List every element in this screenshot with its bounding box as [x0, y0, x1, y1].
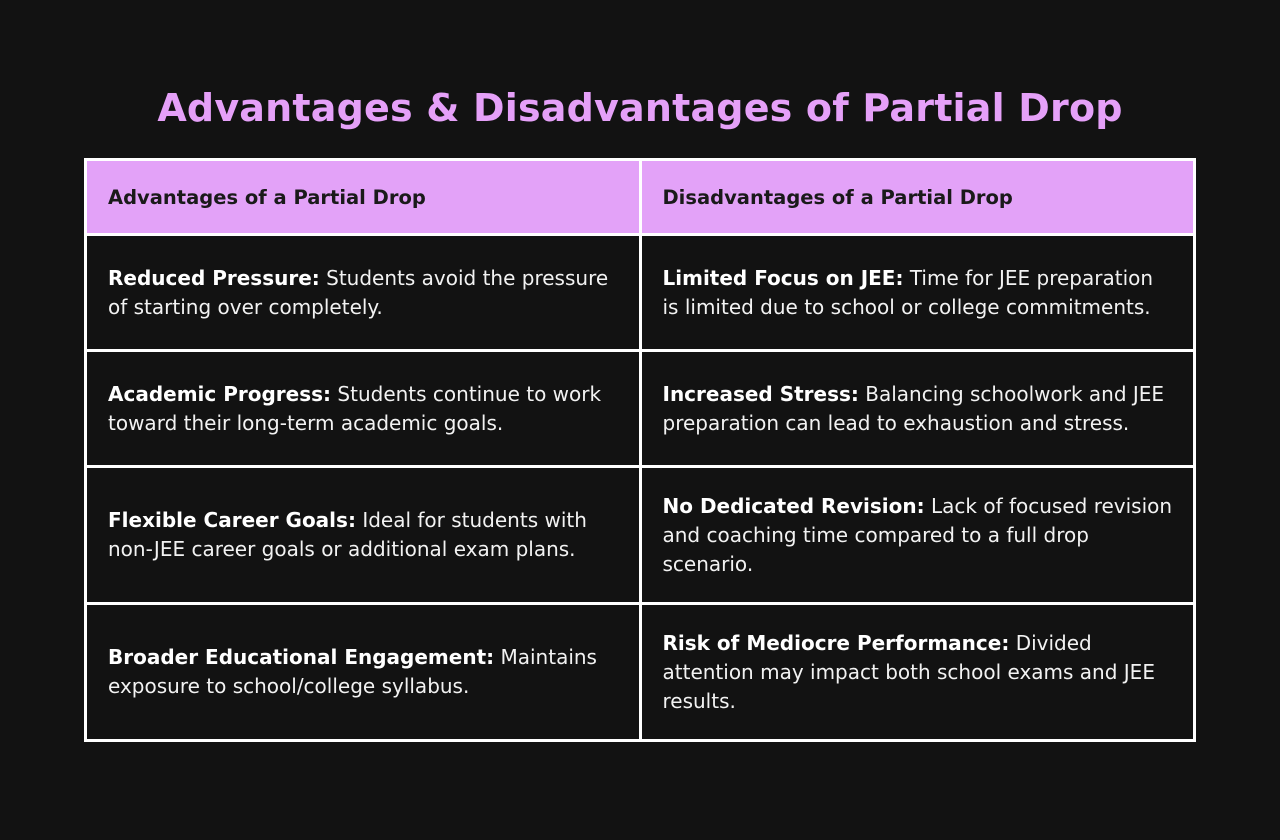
header-disadvantages: Disadvantages of a Partial Drop	[640, 160, 1195, 235]
table-row	[86, 467, 1195, 604]
table-row	[86, 604, 1195, 741]
cell-text: Balancing schoolwork and JEE preparation can lead to exhaustion and stress.	[662, 381, 1165, 435]
advantage-cell	[86, 351, 641, 467]
table-header-row	[86, 160, 1195, 235]
advantage-cell	[86, 467, 641, 604]
cell-text: Maintains exposure to school/college syllabus.	[108, 645, 597, 698]
cell-text: Ideal for students with non-JEE career goals or additional exam plans.	[108, 508, 587, 561]
cell-text: Students avoid the pressure of starting over completely.	[108, 265, 609, 319]
cell-title: Risk of Mediocre Performance:	[662, 630, 1010, 655]
advantage-cell	[86, 235, 641, 351]
cell-title: Broader Educational Engagement:	[108, 645, 495, 669]
cell-text: Divided attention may impact both school exams and JEE results.	[662, 630, 1155, 713]
comparison-table	[84, 158, 1196, 742]
table-row	[86, 235, 1195, 351]
disadvantage-cell	[640, 604, 1195, 741]
cell-text: Time for JEE preparation is limited due to school or college commitments.	[662, 265, 1154, 319]
cell-text: Students continue to work toward their long-term academic goals.	[108, 381, 602, 435]
header-advantages: Advantages of a Partial Drop	[86, 160, 641, 235]
cell-title: Increased Stress:	[662, 381, 859, 406]
cell-title: No Dedicated Revision:	[662, 493, 925, 518]
advantage-cell	[86, 604, 641, 741]
table-row	[86, 351, 1195, 467]
cell-text: Lack of focused revision and coaching time compared to a full drop scenario.	[662, 493, 1173, 576]
disadvantage-cell	[640, 467, 1195, 604]
disadvantage-cell	[640, 351, 1195, 467]
cell-title: Flexible Career Goals:	[108, 508, 356, 532]
disadvantage-cell	[640, 235, 1195, 351]
cell-title: Academic Progress:	[108, 381, 332, 406]
cell-title: Limited Focus on JEE:	[662, 265, 904, 290]
cell-title: Reduced Pressure:	[108, 265, 320, 290]
page-title: Advantages & Disadvantages of Partial Drop	[157, 86, 1123, 130]
